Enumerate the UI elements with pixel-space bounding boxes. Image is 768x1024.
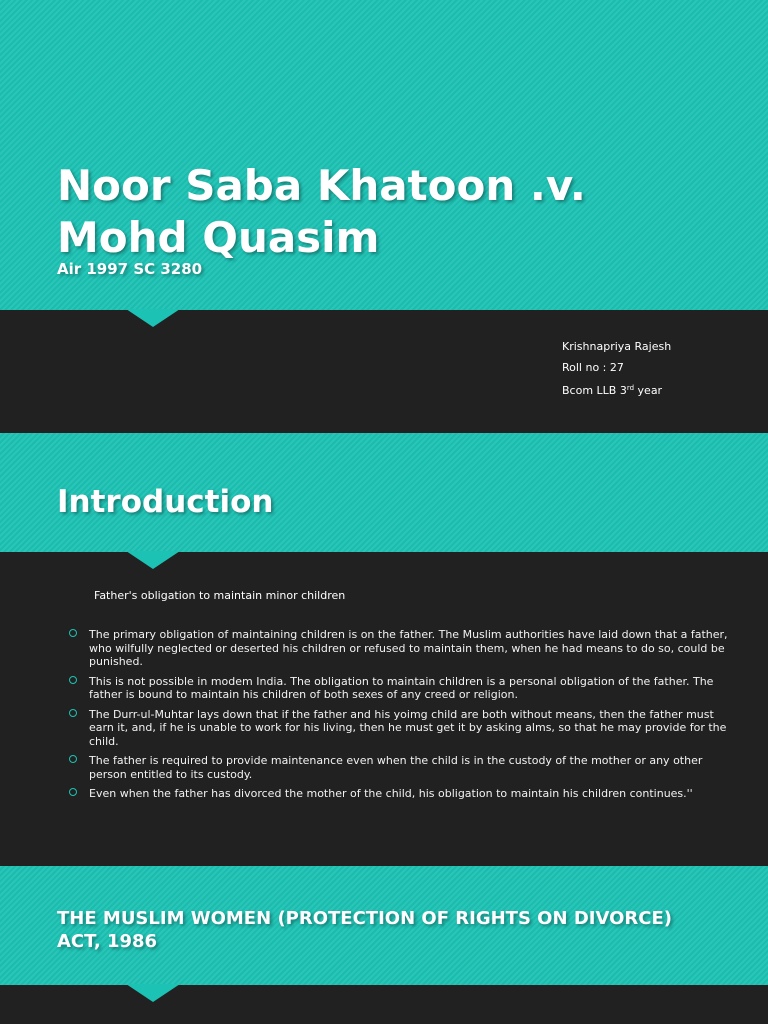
list-item <box>69 628 729 669</box>
circle-bullet-icon <box>69 755 77 763</box>
list-item-text: This is not possible in modem India. The obligation to maintain children is a personal obligation of the father. The father is bound to maintain his children of both sexes of any creed or religion. <box>89 674 714 701</box>
banner-notch <box>126 984 180 1002</box>
course-info <box>562 378 671 402</box>
list-item-text: The Durr-ul-Muhtar lays down that if the father and his yoimg child are both without means, then the father must earn it, and, if he is unable to work for his living, then he must get it by asking alms, so that he may provide for the child. <box>89 707 727 748</box>
slide-title: Noor Saba Khatoon .v. Mohd Quasim <box>57 161 586 262</box>
act-heading: THE MUSLIM WOMEN (PROTECTION OF RIGHTS ON DIVORCE) ACT, 1986 <box>57 908 672 952</box>
circle-bullet-icon <box>69 629 77 637</box>
bullet-list <box>69 628 729 807</box>
author-name: Krishnapriya Rajesh <box>562 340 672 353</box>
banner-notch <box>126 551 180 569</box>
circle-bullet-icon <box>69 709 77 717</box>
list-item-text: The primary obligation of maintaining children is on the father. The Muslim authorities have laid down that a father, who wilfully neglected or deserted his children or refused to maintain them, when he had means to do so, could be punished. <box>89 628 728 668</box>
list-item-text: Even when the father has divorced the mother of the child, his obligation to maintain his children continues.'' <box>89 787 693 800</box>
list-item <box>69 708 729 749</box>
act-slide-body <box>0 985 768 1024</box>
intro-subheading: Father's obligation to maintain minor children <box>94 589 346 602</box>
circle-bullet-icon <box>69 788 77 796</box>
list-item-text: The father is required to provide maintenance even when the child is in the custody of the mother or any other person entitled to its custody. <box>89 754 703 781</box>
intro-heading: Introduction <box>57 484 274 520</box>
case-citation: Air 1997 SC 3280 <box>57 260 203 278</box>
course-ordinal: rd <box>626 384 635 392</box>
course-suffix: year <box>634 384 663 397</box>
banner-notch <box>126 309 180 327</box>
list-item <box>69 787 729 801</box>
list-item <box>69 675 729 702</box>
circle-bullet-icon <box>69 676 77 684</box>
author-info <box>562 337 671 402</box>
list-item <box>69 754 729 781</box>
course-prefix: Bcom LLB 3 <box>562 384 627 397</box>
roll-number: Roll no : 27 <box>562 360 624 374</box>
